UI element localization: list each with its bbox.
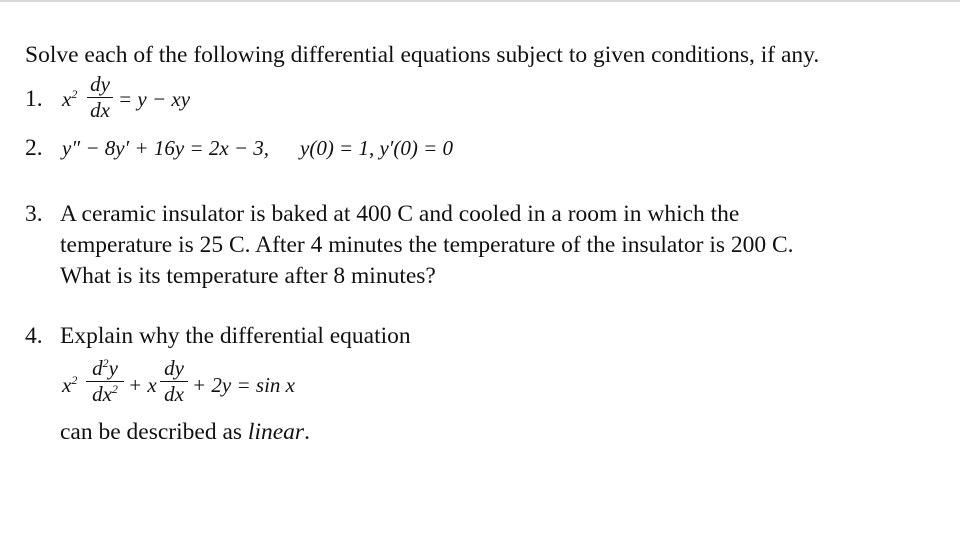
problem-4-x-exponent: 2 xyxy=(71,373,78,387)
problem-4-tail: + 2y = sin x xyxy=(192,373,295,397)
problem-4-first-derivative-numerator: dy xyxy=(164,356,184,380)
problem-3-line-3: What is its temperature after 8 minutes? xyxy=(60,263,436,289)
instruction-text: Solve each of the following differential equations subject to given conditions, if any. xyxy=(25,42,820,68)
problem-4-second-derivative-denominator xyxy=(86,384,124,405)
problem-1-fraction xyxy=(87,74,113,121)
problem-2-conditions: y(0) = 1, y′(0) = 0 xyxy=(300,136,454,160)
problem-1-x: x xyxy=(62,87,72,111)
problem-4-y: y xyxy=(108,356,118,380)
problem-4-x: x xyxy=(62,373,72,397)
problem-1-fraction-numerator: dy xyxy=(90,72,110,96)
problem-4-d-exponent: 2 xyxy=(102,356,109,370)
problem-4-conclusion-suffix: . xyxy=(304,419,310,445)
problem-4-second-derivative-numerator xyxy=(86,358,124,379)
problem-1-rhs: = y − xy xyxy=(118,87,191,111)
problem-1-x-exponent: 2 xyxy=(71,87,78,101)
problem-4-dx: dx xyxy=(92,382,112,406)
problem-3-line-2: temperature is 25 C. After 4 minutes the temperature of the insulator is 200 C. xyxy=(60,232,794,258)
problem-1-lhs xyxy=(62,89,77,110)
problem-2-equation: y″ − 8y′ + 16y = 2x − 3, xyxy=(62,136,270,160)
problem-4-number: 4. xyxy=(25,323,43,349)
problem-4-conclusion-prefix: can be described as xyxy=(60,419,248,445)
problem-1-fraction-denominator: dx xyxy=(90,98,110,122)
problem-4-intro: Explain why the differential equation xyxy=(60,323,411,349)
problem-4-x-squared xyxy=(62,375,77,396)
problem-4-d: d xyxy=(92,356,103,380)
problem-4-conclusion xyxy=(60,421,310,445)
problem-4-first-derivative-denominator: dx xyxy=(164,382,184,406)
problem-4-first-derivative xyxy=(160,358,188,405)
problem-4-conclusion-emphasis: linear xyxy=(247,419,305,445)
problem-4-plus-x: + x xyxy=(128,373,157,397)
top-border xyxy=(0,0,960,2)
problem-3-line-1: A ceramic insulator is baked at 400 C and cooled in a room in which the xyxy=(60,201,740,227)
problem-1-number: 1. xyxy=(25,86,43,112)
problem-4-second-derivative xyxy=(86,358,124,405)
problem-2-number: 2. xyxy=(25,135,43,161)
problem-3-number: 3. xyxy=(25,201,43,227)
problem-4-dx-exponent: 2 xyxy=(111,382,118,396)
